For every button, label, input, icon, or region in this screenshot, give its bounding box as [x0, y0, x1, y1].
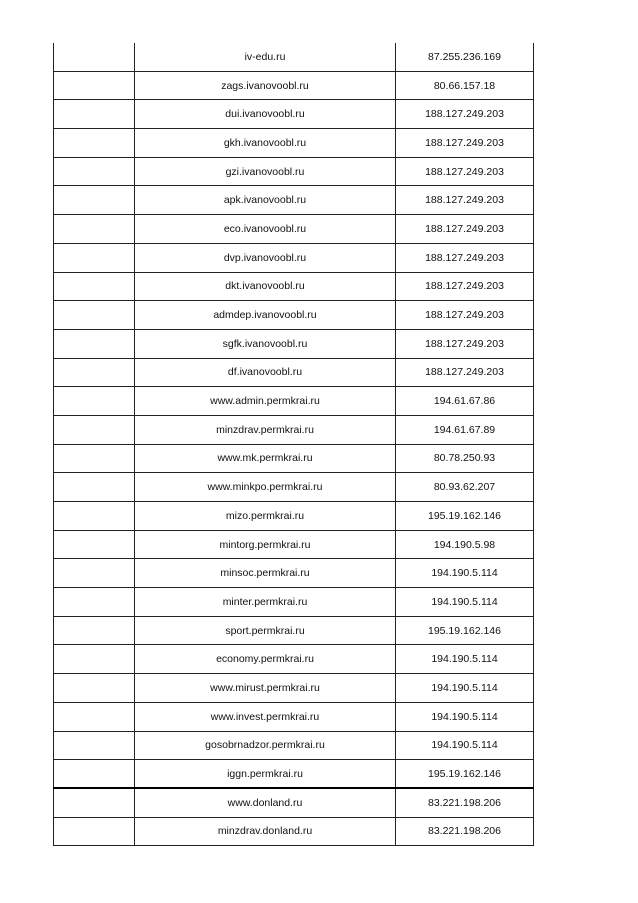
ip-cell: 194.61.67.86 [395, 387, 534, 415]
table-row [53, 703, 534, 732]
domain-cell: gosobrnadzor.permkrai.ru [134, 732, 395, 760]
table-row [53, 330, 534, 359]
table-row [53, 43, 534, 72]
empty-cell [53, 760, 134, 787]
table-row [53, 244, 534, 273]
ip-cell: 80.78.250.93 [395, 445, 534, 473]
empty-cell [53, 588, 134, 616]
ip-cell: 195.19.162.146 [395, 760, 534, 787]
empty-cell [53, 129, 134, 157]
table-row [53, 273, 534, 302]
domain-cell: zags.ivanovoobl.ru [134, 72, 395, 100]
empty-cell [53, 158, 134, 186]
ip-cell: 194.190.5.114 [395, 559, 534, 587]
table-row [53, 617, 534, 646]
domain-cell: www.admin.permkrai.ru [134, 387, 395, 415]
domain-cell: www.mirust.permkrai.ru [134, 674, 395, 702]
empty-cell [53, 387, 134, 415]
table-row [53, 129, 534, 158]
domain-cell: sport.permkrai.ru [134, 617, 395, 645]
empty-cell [53, 645, 134, 673]
empty-cell [53, 789, 134, 817]
domain-cell: minter.permkrai.ru [134, 588, 395, 616]
table-row [53, 818, 534, 847]
empty-cell [53, 502, 134, 530]
domain-cell: minzdrav.donland.ru [134, 818, 395, 846]
domain-cell: iggn.permkrai.ru [134, 760, 395, 787]
domain-cell: dkt.ivanovoobl.ru [134, 273, 395, 301]
table-row [53, 732, 534, 761]
domain-cell: iv-edu.ru [134, 43, 395, 71]
table-row [53, 473, 534, 502]
table-body [53, 43, 534, 846]
table-row [53, 645, 534, 674]
ip-cell: 80.66.157.18 [395, 72, 534, 100]
ip-cell: 194.190.5.114 [395, 588, 534, 616]
ip-cell: 188.127.249.203 [395, 359, 534, 387]
table-row [53, 100, 534, 129]
table-row [53, 301, 534, 330]
empty-cell [53, 215, 134, 243]
empty-cell [53, 445, 134, 473]
table-row [53, 674, 534, 703]
domain-cell: dui.ivanovoobl.ru [134, 100, 395, 128]
table-row [53, 416, 534, 445]
table-row [53, 72, 534, 101]
ip-cell: 195.19.162.146 [395, 617, 534, 645]
table-row [53, 559, 534, 588]
ip-cell: 87.255.236.169 [395, 43, 534, 71]
ip-cell: 188.127.249.203 [395, 186, 534, 214]
ip-cell: 188.127.249.203 [395, 330, 534, 358]
table-row [53, 387, 534, 416]
domain-cell: economy.permkrai.ru [134, 645, 395, 673]
domain-cell: minzdrav.permkrai.ru [134, 416, 395, 444]
table-row [53, 502, 534, 531]
empty-cell [53, 244, 134, 272]
domain-cell: www.mk.permkrai.ru [134, 445, 395, 473]
empty-cell [53, 100, 134, 128]
empty-cell [53, 43, 134, 71]
empty-cell [53, 72, 134, 100]
empty-cell [53, 559, 134, 587]
ip-cell: 195.19.162.146 [395, 502, 534, 530]
domain-cell: admdep.ivanovoobl.ru [134, 301, 395, 329]
table-row [53, 789, 534, 818]
domain-cell: minsoc.permkrai.ru [134, 559, 395, 587]
table-row [53, 531, 534, 560]
empty-cell [53, 674, 134, 702]
domain-cell: dvp.ivanovoobl.ru [134, 244, 395, 272]
domain-ip-table [53, 50, 534, 838]
table-row [53, 760, 534, 789]
table-row [53, 359, 534, 388]
ip-cell: 80.93.62.207 [395, 473, 534, 501]
ip-cell: 188.127.249.203 [395, 301, 534, 329]
ip-cell: 194.61.67.89 [395, 416, 534, 444]
ip-cell: 188.127.249.203 [395, 158, 534, 186]
table-row [53, 588, 534, 617]
empty-cell [53, 416, 134, 444]
ip-cell: 188.127.249.203 [395, 129, 534, 157]
empty-cell [53, 186, 134, 214]
empty-cell [53, 732, 134, 760]
ip-cell: 188.127.249.203 [395, 273, 534, 301]
empty-cell [53, 531, 134, 559]
ip-cell: 194.190.5.114 [395, 703, 534, 731]
ip-cell: 194.190.5.114 [395, 674, 534, 702]
domain-cell: eco.ivanovoobl.ru [134, 215, 395, 243]
domain-cell: www.invest.permkrai.ru [134, 703, 395, 731]
ip-cell: 194.190.5.114 [395, 732, 534, 760]
empty-cell [53, 617, 134, 645]
empty-cell [53, 703, 134, 731]
domain-cell: mizo.permkrai.ru [134, 502, 395, 530]
empty-cell [53, 359, 134, 387]
domain-cell: mintorg.permkrai.ru [134, 531, 395, 559]
ip-cell: 194.190.5.98 [395, 531, 534, 559]
table-row [53, 215, 534, 244]
ip-cell: 83.221.198.206 [395, 818, 534, 846]
domain-cell: www.donland.ru [134, 789, 395, 817]
domain-cell: apk.ivanovoobl.ru [134, 186, 395, 214]
domain-cell: gkh.ivanovoobl.ru [134, 129, 395, 157]
empty-cell [53, 330, 134, 358]
table-row [53, 158, 534, 187]
empty-cell [53, 473, 134, 501]
domain-cell: df.ivanovoobl.ru [134, 359, 395, 387]
ip-cell: 188.127.249.203 [395, 244, 534, 272]
ip-cell: 194.190.5.114 [395, 645, 534, 673]
empty-cell [53, 818, 134, 846]
ip-cell: 188.127.249.203 [395, 100, 534, 128]
domain-cell: gzi.ivanovoobl.ru [134, 158, 395, 186]
table-row [53, 445, 534, 474]
ip-cell: 188.127.249.203 [395, 215, 534, 243]
ip-cell: 83.221.198.206 [395, 789, 534, 817]
table-row [53, 186, 534, 215]
domain-cell: sgfk.ivanovoobl.ru [134, 330, 395, 358]
empty-cell [53, 301, 134, 329]
domain-cell: www.minkpo.permkrai.ru [134, 473, 395, 501]
empty-cell [53, 273, 134, 301]
